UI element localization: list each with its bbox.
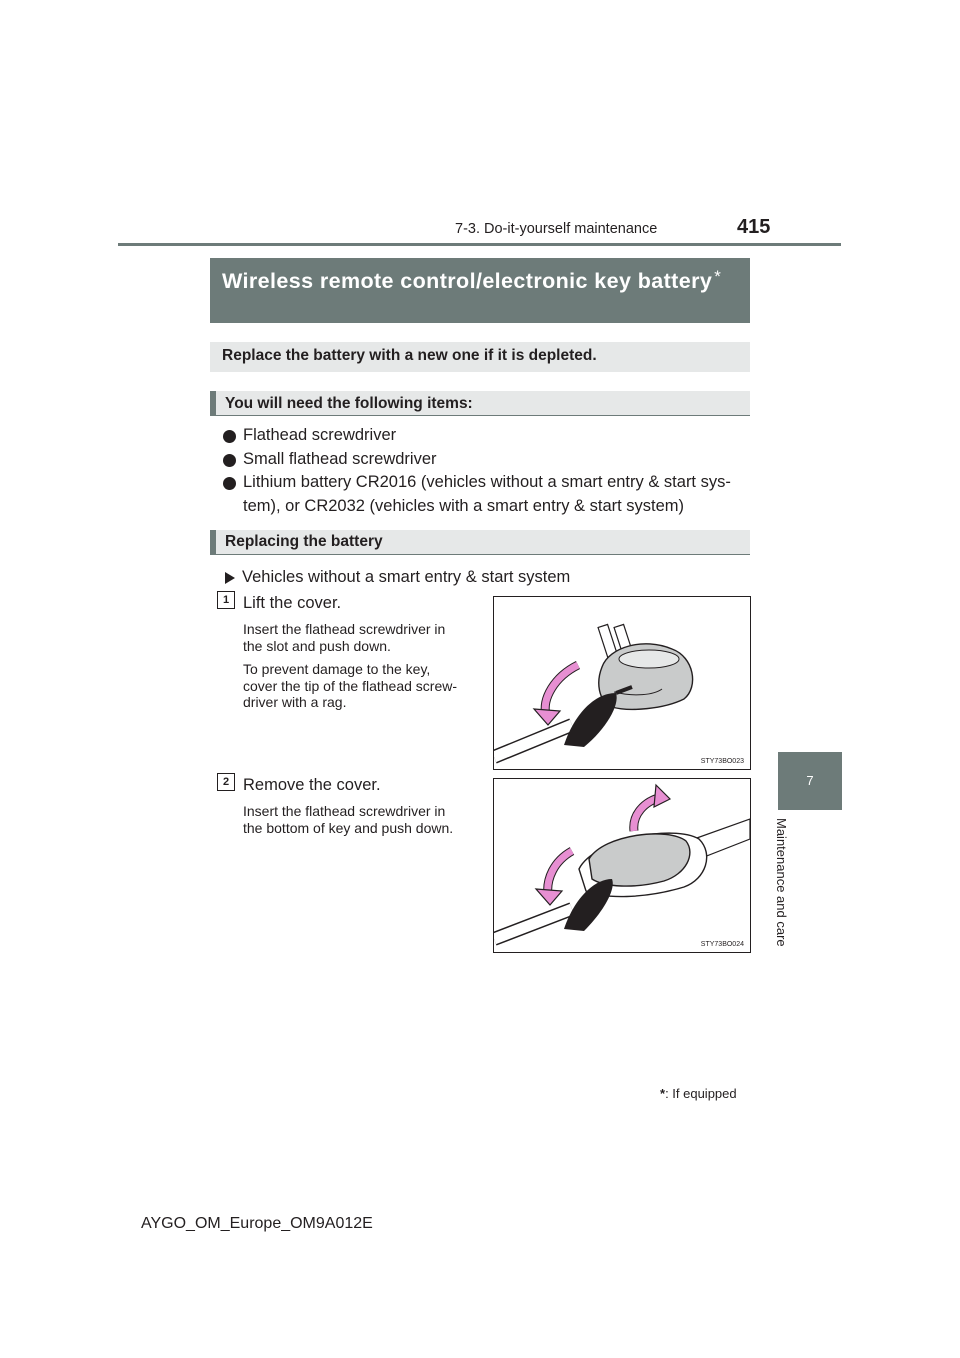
intro-text: Replace the battery with a new one if it is depleted. bbox=[222, 347, 597, 364]
figure-code: STY73BO024 bbox=[700, 941, 744, 948]
step-1-title: Lift the cover. bbox=[243, 594, 342, 612]
page-title-text: Wireless remote control/electronic key battery bbox=[222, 269, 713, 293]
replace-heading-rule bbox=[210, 554, 750, 555]
list-item: Flathead screwdriver bbox=[223, 426, 396, 445]
footnote: *: If equipped bbox=[660, 1086, 737, 1101]
header-rule bbox=[118, 243, 841, 246]
bullet-icon bbox=[223, 477, 236, 490]
bullet-icon bbox=[223, 430, 236, 443]
triangle-right-icon bbox=[225, 572, 235, 584]
replace-heading-bar bbox=[210, 530, 216, 554]
figure-lift-cover bbox=[493, 596, 751, 770]
figure-code: STY73BO023 bbox=[700, 758, 744, 765]
chapter-tab: 7 bbox=[778, 752, 842, 810]
asterisk-icon: * bbox=[660, 1086, 666, 1101]
list-item: Small flathead screwdriver bbox=[223, 450, 437, 469]
replace-heading: Replacing the battery bbox=[225, 533, 383, 550]
step-number-1: 1 bbox=[217, 591, 235, 609]
items-heading: You will need the following items: bbox=[225, 395, 473, 412]
bullet-icon bbox=[223, 454, 236, 467]
chapter-tab-label-box bbox=[753, 818, 873, 958]
list-item: Lithium battery CR2016 (vehicles without a smart entry & start sys- bbox=[223, 473, 731, 492]
equipped-marker: * bbox=[714, 267, 722, 286]
step-1-text: Insert the flathead screwdriver in the slot and push down. To prevent damage to the key, cover the tip of the flathead screw- driver with a rag. bbox=[243, 621, 457, 710]
page-number: 415 bbox=[737, 216, 771, 238]
key-cover-illustration bbox=[494, 779, 750, 952]
step-2-title: Remove the cover. bbox=[243, 776, 381, 794]
document-footer: AYGO_OM_Europe_OM9A012E bbox=[141, 1215, 373, 1232]
step-2-text: Insert the flathead screwdriver in the bottom of key and push down. bbox=[243, 803, 454, 836]
page-title bbox=[222, 262, 742, 296]
chapter-tab-label: Maintenance and care bbox=[774, 818, 789, 947]
key-screwdriver-illustration bbox=[494, 597, 750, 769]
items-heading-bar bbox=[210, 391, 216, 415]
section-header: 7-3. Do-it-yourself maintenance bbox=[455, 221, 658, 237]
figure-remove-cover bbox=[493, 778, 751, 953]
list-item-continued: tem), or CR2032 (vehicles with a smart entry & start system) bbox=[243, 497, 685, 515]
items-heading-rule bbox=[210, 415, 750, 416]
step-number-2: 2 bbox=[217, 773, 235, 791]
vehicle-note: Vehicles without a smart entry & start system bbox=[225, 568, 570, 587]
